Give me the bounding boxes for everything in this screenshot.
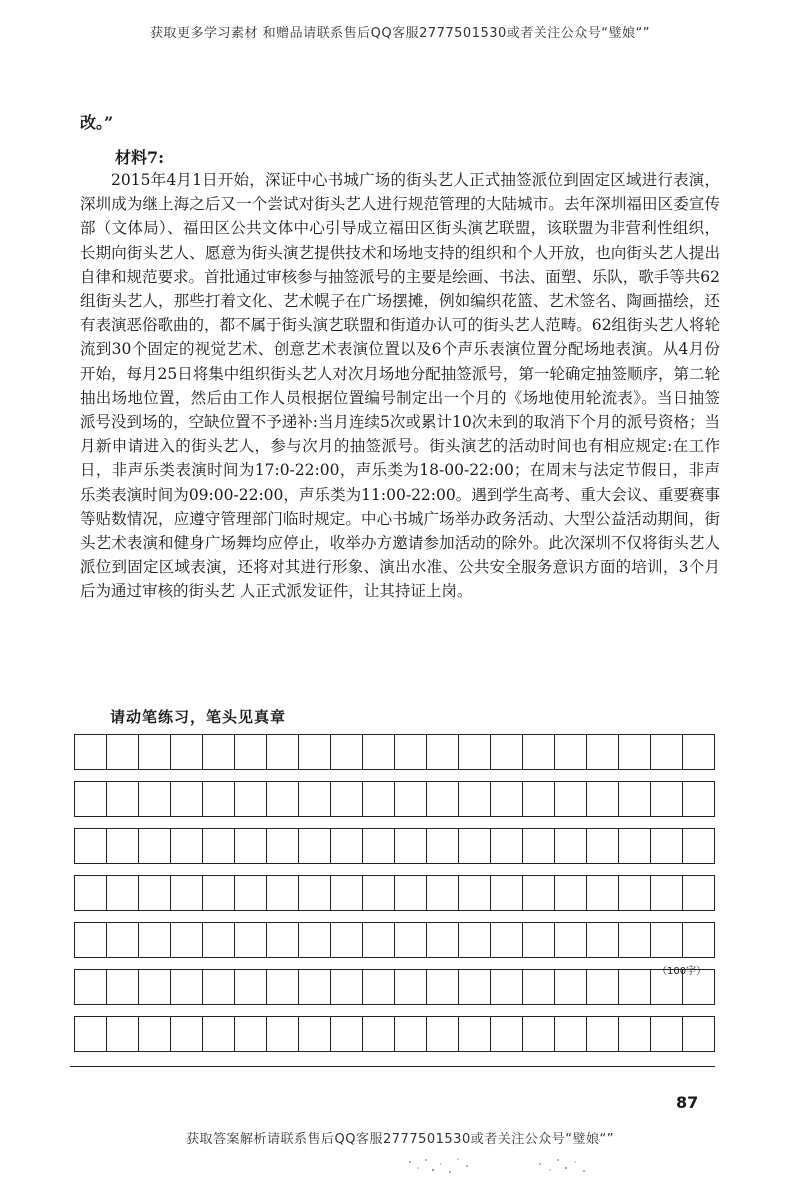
grid-cell: [75, 923, 107, 957]
grid-cell: [235, 970, 267, 1004]
grid-cell: [683, 923, 715, 957]
grid-cell: [587, 1017, 619, 1051]
grid-cell: [587, 735, 619, 769]
grid-cell: [523, 970, 555, 1004]
grid-cell: [171, 876, 203, 910]
grid-cell: [107, 829, 139, 863]
grid-cell: [523, 735, 555, 769]
footer-divider: [70, 1066, 715, 1067]
grid-cell: [267, 970, 299, 1004]
grid-cell: [555, 923, 587, 957]
grid-cell: [395, 876, 427, 910]
grid-cell: [235, 923, 267, 957]
grid-row: [74, 875, 715, 911]
grid-row: [74, 734, 715, 770]
grid-cell: [331, 970, 363, 1004]
grid-cell: [363, 829, 395, 863]
grid-cell: [139, 735, 171, 769]
grid-cell: [299, 876, 331, 910]
grid-cell: [395, 782, 427, 816]
grid-cell: [395, 970, 427, 1004]
section-heading: 材料7:: [115, 148, 165, 167]
grid-cell: [651, 782, 683, 816]
grid-cell: [203, 970, 235, 1004]
previous-fragment: 改。”: [80, 113, 114, 132]
grid-cell: [459, 782, 491, 816]
grid-cell: [75, 829, 107, 863]
practice-prompt: 请动笔练习，笔头见真章: [110, 708, 287, 726]
grid-cell: [651, 876, 683, 910]
scan-noise: [400, 1150, 620, 1180]
grid-cell: [171, 782, 203, 816]
grid-cell: [363, 970, 395, 1004]
word-count-label: （100字）: [657, 966, 707, 977]
grid-cell: [683, 876, 715, 910]
grid-cell: [107, 923, 139, 957]
grid-cell: [587, 829, 619, 863]
grid-cell: [587, 923, 619, 957]
grid-cell: [299, 1017, 331, 1051]
grid-cell: [555, 1017, 587, 1051]
grid-cell: [235, 1017, 267, 1051]
grid-cell: [459, 970, 491, 1004]
grid-cell: [427, 876, 459, 910]
grid-cell: [555, 876, 587, 910]
grid-cell: [267, 876, 299, 910]
grid-cell: [395, 829, 427, 863]
grid-cell: [107, 782, 139, 816]
grid-cell: [459, 829, 491, 863]
grid-cell: [427, 970, 459, 1004]
grid-cell: [299, 923, 331, 957]
grid-cell: [427, 782, 459, 816]
page-number: 87: [676, 1093, 699, 1112]
grid-cell: [171, 829, 203, 863]
grid-cell: [427, 923, 459, 957]
grid-row: [74, 781, 715, 817]
grid-cell: [363, 876, 395, 910]
grid-cell: [267, 735, 299, 769]
grid-cell: [331, 829, 363, 863]
grid-cell: [619, 876, 651, 910]
grid-cell: [331, 735, 363, 769]
grid-cell: [555, 829, 587, 863]
grid-cell: [651, 1017, 683, 1051]
grid-cell: [523, 1017, 555, 1051]
grid-cell: [107, 1017, 139, 1051]
header-note: 获取更多学习素材 和赠品请联系售后QQ客服2777501530或者关注公众号“璧娘“”: [149, 26, 650, 41]
grid-cell: [363, 782, 395, 816]
grid-cell: [267, 923, 299, 957]
grid-cell: [75, 876, 107, 910]
grid-cell: [555, 782, 587, 816]
grid-cell: [75, 1017, 107, 1051]
material-paragraph: 2015年4月1日开始，深证中心书城广场的街头艺人正式抽签派位到固定区域进行表演，深圳成为继上海之后又一个尝试对街头艺人进行规范管理的大陆城市。去年深圳福田区委宣传部（文体局）、福田区公共文体中心引导成立福田区街头演艺联盟，该联盟为非营利性组织，长期向街头艺人、愿意为街头演艺提供技术和场地支持的组织和个人开放，也向街头艺人提出自律和规范要求。首批通过审核参与抽签派号的主要是绘画、书法、面塑、乐队，歌手等共62组街头艺人，那些打着文化、艺术幌子在广场摆摊，例如编织花篮、艺术签名、陶画描绘，还有表演恶俗歌曲的，都不属于街头演艺联盟和街道办认可的街头艺人范畴。62组街头艺人将轮流到30个固定的视觉艺术、创意艺术表演位置以及6个声乐表演位置分配场地表演。从4月份开始，每月25日将集中组织街头艺人对次月场地分配抽签派号，第一轮确定抽签顺序，第二轮抽出场地位置，然后由工作人员根据位置编号制定出一个月的《场地使用轮流表》。当日抽签派号没到场的，空缺位置不予递补:当月连续5次或累计10次未到的取消下个月的派号资格；当月新申请进入的街头艺人，参与次月的抽签派号。街头演艺的活动时间也有相应规定:在工作日，非声乐类表演时间为17:0-22:00，声乐类为18-00-22:00；在周末与法定节假日，非声乐类表演时间为09:00-22:00，声乐类为11:00-22:00。遇到学生高考、重大会议、重要赛事等贴数情况，应遵守管理部门临时规定。中心书城广场举办政务活动、大型公益活动期间，街头艺术表演和健身广场舞均应停止，收举办方邀请参加活动的除外。此次深圳不仅将街头艺人派位到固定区域表演，还将对其进行形象、演出水准、公共安全服务意识方面的培训，3个月后为通过审核的街头艺 人正式派发证件，让其持证上岗。: [80, 171, 720, 601]
grid-cell: [651, 735, 683, 769]
grid-cell: [139, 1017, 171, 1051]
grid-cell: [651, 923, 683, 957]
grid-cell: [651, 829, 683, 863]
grid-cell: [75, 735, 107, 769]
grid-cell: [331, 782, 363, 816]
grid-row: [74, 828, 715, 864]
grid-cell: [363, 1017, 395, 1051]
grid-cell: [171, 735, 203, 769]
grid-cell: [75, 970, 107, 1004]
grid-row: [74, 969, 715, 1005]
grid-cell: [139, 829, 171, 863]
grid-cell: [619, 782, 651, 816]
grid-row: [74, 922, 715, 958]
grid-cell: [683, 735, 715, 769]
grid-cell: [299, 829, 331, 863]
grid-cell: [203, 876, 235, 910]
grid-cell: [139, 782, 171, 816]
grid-cell: [587, 970, 619, 1004]
grid-cell: [267, 782, 299, 816]
grid-cell: [235, 829, 267, 863]
grid-cell: [395, 735, 427, 769]
grid-cell: [555, 735, 587, 769]
grid-cell: [427, 735, 459, 769]
grid-cell: [363, 923, 395, 957]
grid-cell: [171, 970, 203, 1004]
grid-cell: [235, 782, 267, 816]
grid-cell: [299, 970, 331, 1004]
grid-cell: [299, 735, 331, 769]
grid-cell: [203, 782, 235, 816]
grid-cell: [619, 923, 651, 957]
grid-cell: [619, 970, 651, 1004]
grid-cell: [683, 1017, 715, 1051]
grid-cell: [491, 735, 523, 769]
grid-cell: [363, 735, 395, 769]
grid-cell: [491, 829, 523, 863]
grid-cell: [75, 782, 107, 816]
grid-cell: [139, 970, 171, 1004]
grid-cell: [427, 1017, 459, 1051]
grid-cell: [491, 970, 523, 1004]
grid-cell: [203, 923, 235, 957]
grid-cell: [395, 923, 427, 957]
grid-cell: [523, 782, 555, 816]
grid-cell: [459, 876, 491, 910]
grid-cell: [459, 735, 491, 769]
grid-cell: [459, 1017, 491, 1051]
grid-cell: [139, 923, 171, 957]
grid-cell: [683, 782, 715, 816]
grid-cell: [171, 923, 203, 957]
grid-cell: [523, 876, 555, 910]
grid-cell: [619, 735, 651, 769]
grid-cell: [427, 829, 459, 863]
grid-cell: [107, 735, 139, 769]
grid-cell: [235, 735, 267, 769]
grid-cell: [331, 1017, 363, 1051]
grid-cell: [587, 782, 619, 816]
grid-cell: [619, 829, 651, 863]
grid-cell: [395, 1017, 427, 1051]
grid-cell: [267, 829, 299, 863]
grid-cell: [203, 1017, 235, 1051]
grid-cell: [235, 876, 267, 910]
grid-cell: [331, 923, 363, 957]
grid-row: [74, 1016, 715, 1052]
grid-cell: [107, 876, 139, 910]
grid-cell: [267, 1017, 299, 1051]
grid-cell: [203, 829, 235, 863]
grid-cell: [491, 923, 523, 957]
grid-cell: [491, 1017, 523, 1051]
grid-cell: [523, 829, 555, 863]
grid-cell: [587, 876, 619, 910]
grid-cell: [203, 735, 235, 769]
grid-cell: [139, 876, 171, 910]
grid-cell: [523, 923, 555, 957]
grid-cell: [299, 782, 331, 816]
grid-cell: [683, 829, 715, 863]
grid-cell: [331, 876, 363, 910]
grid-cell: [491, 876, 523, 910]
grid-cell: [171, 1017, 203, 1051]
footer-note: 获取答案解析请联系售后QQ客服2777501530或者关注公众号“璧娘“”: [186, 1132, 614, 1147]
grid-cell: [459, 923, 491, 957]
grid-cell: [107, 970, 139, 1004]
grid-cell: [555, 970, 587, 1004]
grid-cell: [619, 1017, 651, 1051]
grid-cell: [491, 782, 523, 816]
